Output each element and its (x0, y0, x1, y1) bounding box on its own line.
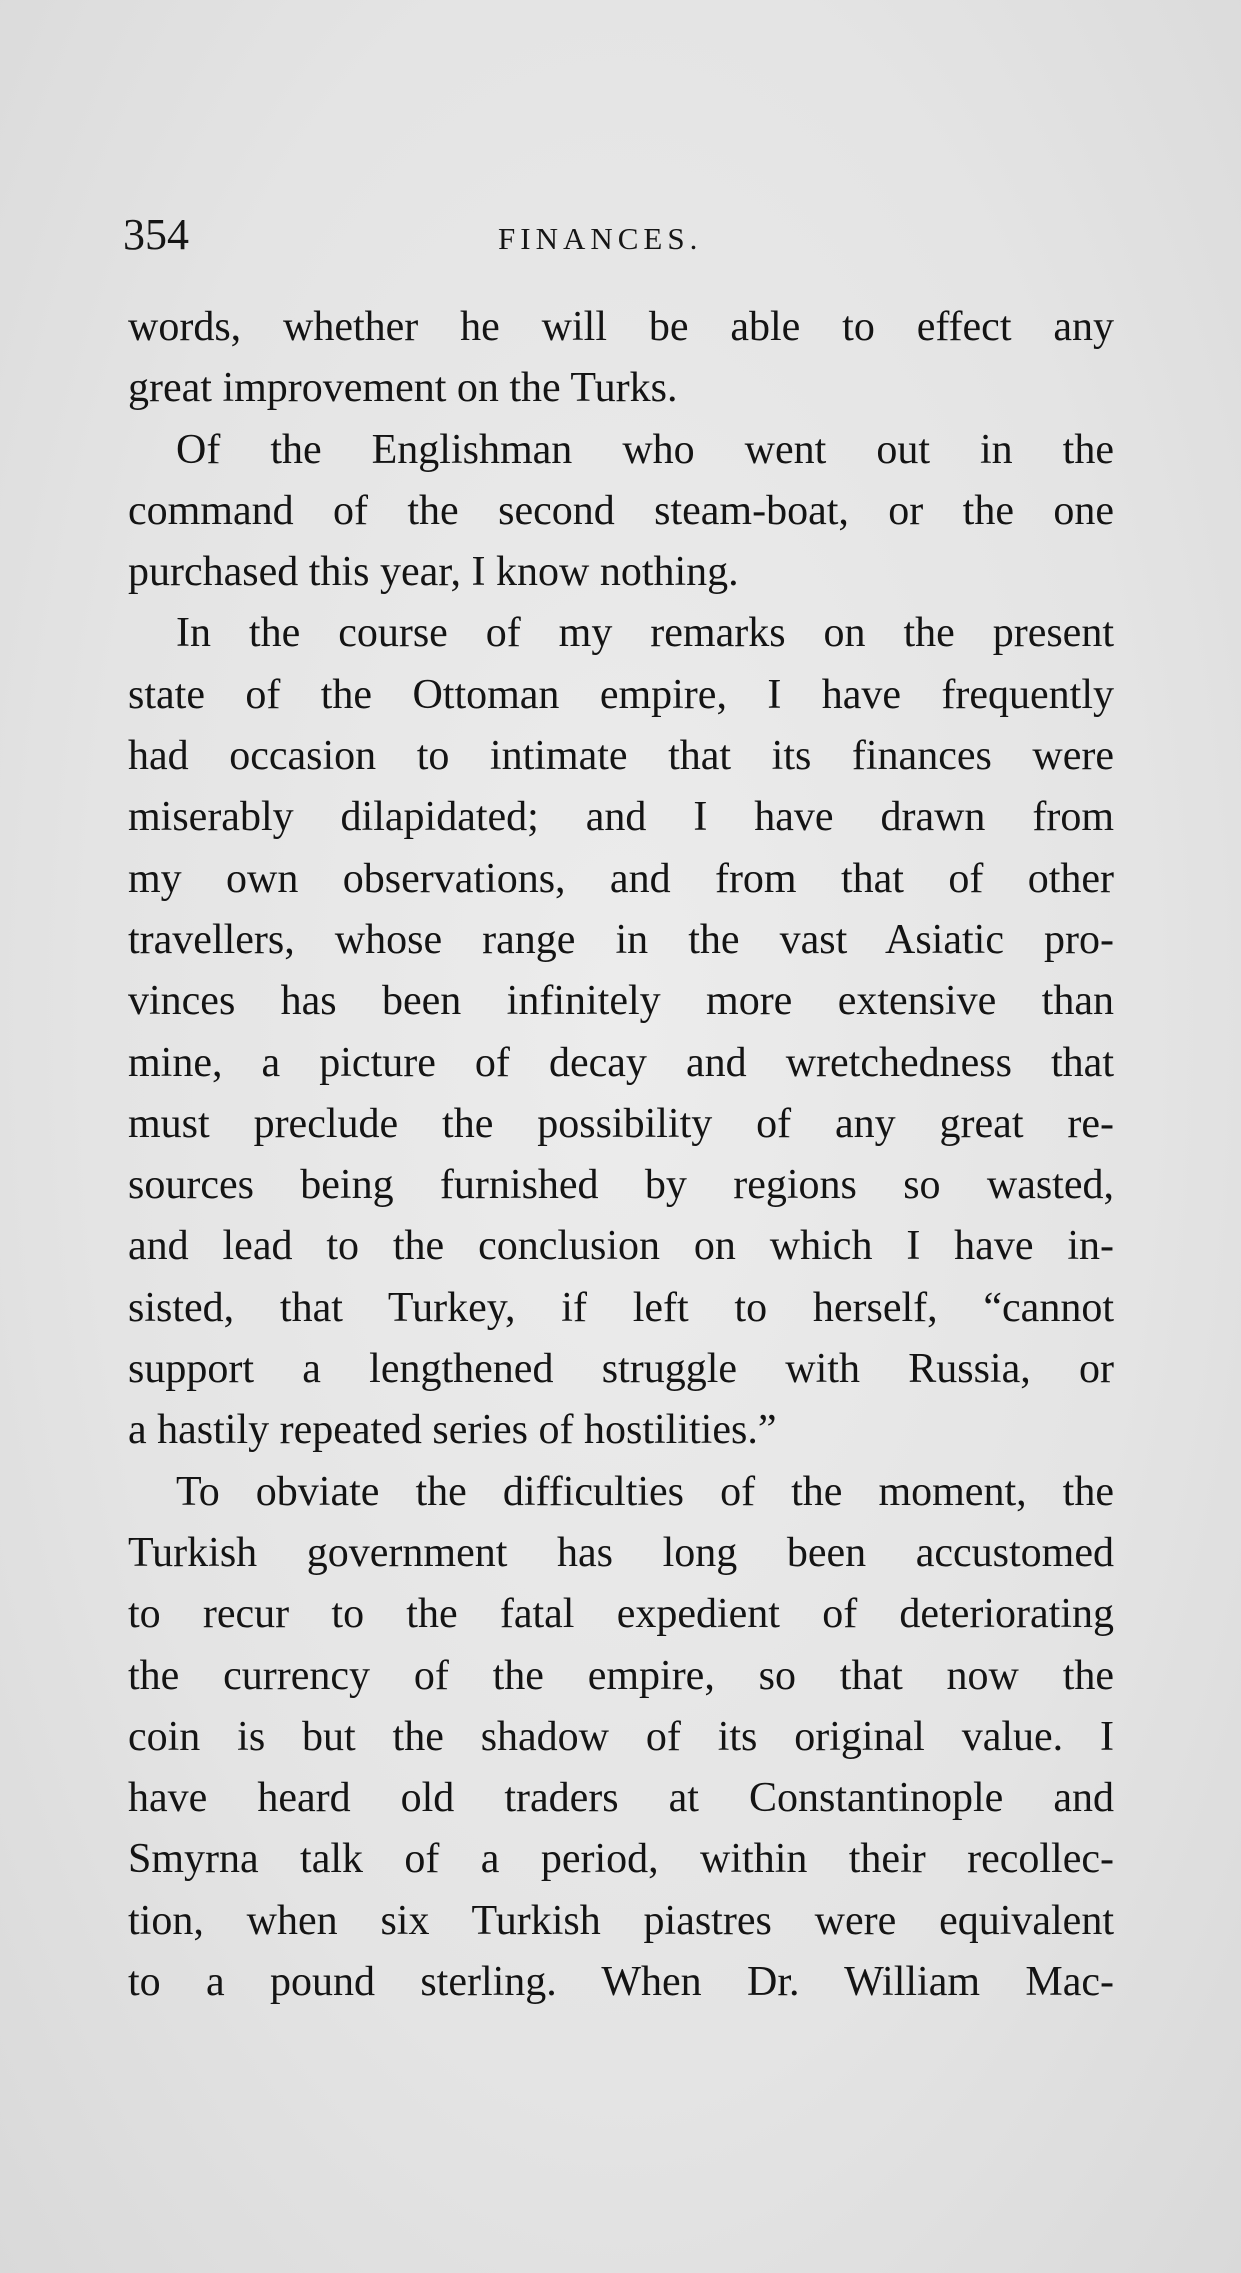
text-line: had occasion to intimate that its finances were (128, 733, 1114, 780)
body-text (128, 297, 1114, 2013)
text-line: Smyrna talk of a period, within their recollec- (128, 1836, 1114, 1883)
text-line: and lead to the conclusion on which I have in- (128, 1223, 1114, 1270)
text-line: purchased this year, I know nothing. (128, 549, 739, 596)
text-line: the currency of the empire, so that now the (128, 1652, 1114, 1699)
text-line: miserably dilapidated; and I have drawn from (128, 794, 1114, 841)
text-line: must preclude the possibility of any great re- (128, 1100, 1114, 1147)
text-line: support a lengthened struggle with Russia, or (128, 1346, 1114, 1393)
text-line: have heard old traders at Constantinople and (128, 1775, 1114, 1822)
text-line: sources being furnished by regions so wasted, (128, 1162, 1114, 1209)
text-line: to recur to the fatal expedient of deteriorating (128, 1591, 1114, 1638)
page-number: 354 (123, 210, 189, 259)
text-line: mine, a picture of decay and wretchedness that (128, 1039, 1114, 1086)
page-header (123, 205, 1113, 265)
text-line: great improvement on the Turks. (128, 365, 678, 412)
text-line: tion, when six Turkish piastres were equivalent (128, 1897, 1114, 1944)
text-line: my own observations, and from that of other (128, 855, 1114, 902)
running-title: FINANCES. (498, 221, 703, 256)
text-line: a hastily repeated series of hostilities.” (128, 1407, 777, 1454)
text-line: Of the Englishman who went out in the (176, 426, 1114, 473)
text-line: words, whether he will be able to effect any (128, 304, 1114, 350)
text-line: to a pound sterling. When Dr. William Mac- (128, 1959, 1114, 2006)
text-line: state of the Ottoman empire, I have frequently (128, 671, 1114, 718)
text-line: sisted, that Turkey, if left to herself, “cannot (128, 1284, 1114, 1331)
text-line: To obviate the difficulties of the moment, the (176, 1468, 1114, 1515)
text-line: command of the second steam-boat, or the one (128, 487, 1114, 534)
text-line: Turkish government has long been accustomed (128, 1529, 1114, 1576)
text-line: travellers, whose range in the vast Asiatic pro- (128, 916, 1114, 963)
text-line: coin is but the shadow of its original value. I (128, 1713, 1114, 1760)
text-line: vinces has been infinitely more extensive than (128, 978, 1114, 1025)
text-line: In the course of my remarks on the present (176, 610, 1114, 657)
